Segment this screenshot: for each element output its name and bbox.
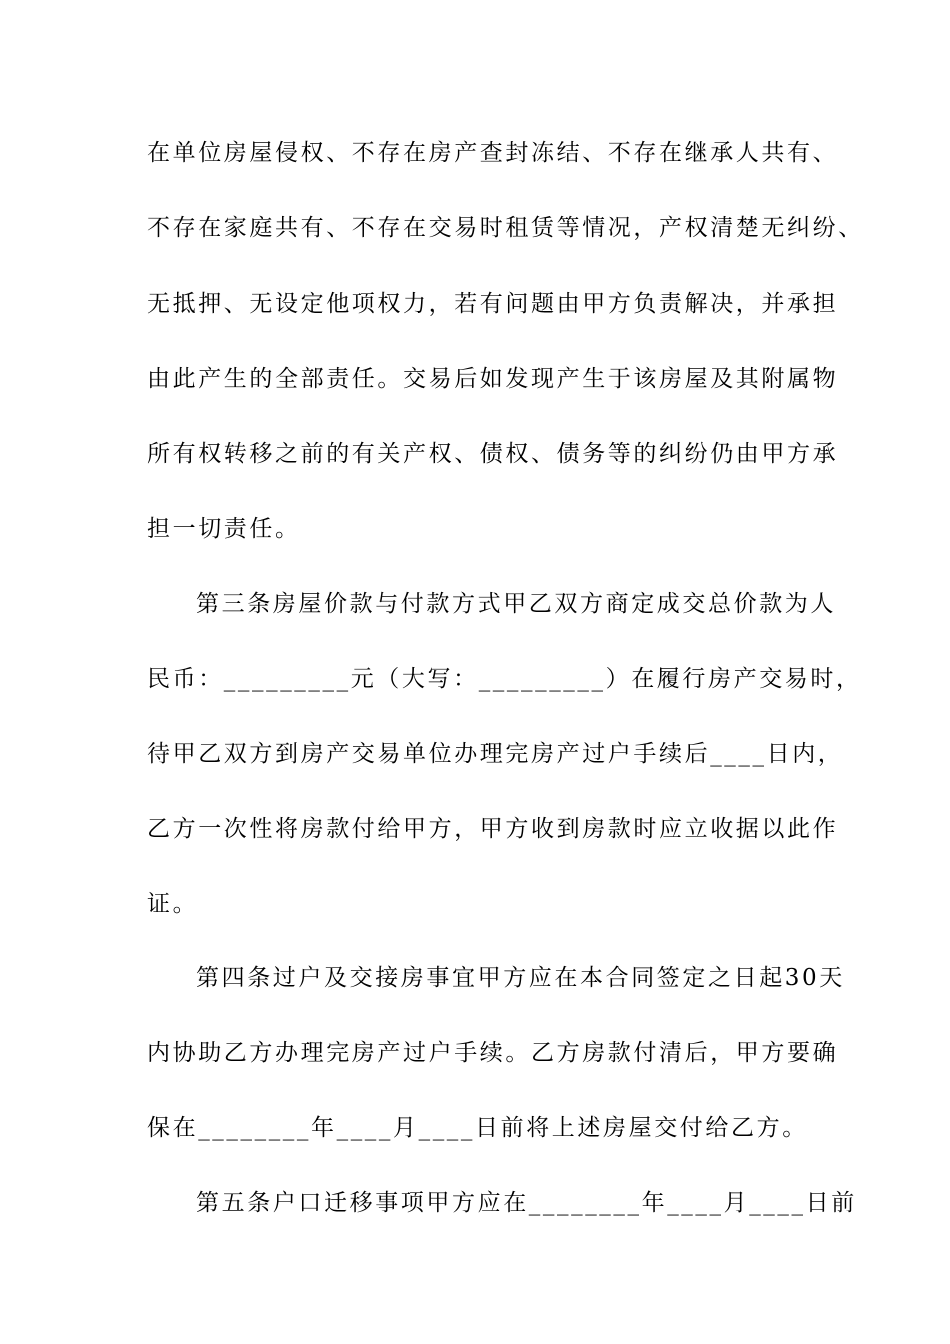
- paragraph-line: 由此产生的全部责任。交易后如发现产生于该房屋及其附属物: [147, 366, 839, 392]
- paragraph-line: 证。: [147, 891, 199, 917]
- paragraph-line: 保在________年____月____日前将上述房屋交付给乙方。: [147, 1115, 808, 1141]
- paragraph-line: 乙方一次性将房款付给甲方，甲方收到房款时应立收据以此作: [147, 816, 839, 842]
- paragraph-line: 不存在家庭共有、不存在交易时租赁等情况，产权清楚无纠纷、: [147, 215, 864, 241]
- paragraph-line: 待甲乙双方到房产交易单位办理完房产过户手续后____日内，: [147, 741, 844, 767]
- paragraph-line: 无抵押、无设定他项权力，若有问题由甲方负责解决，并承担: [147, 291, 839, 317]
- paragraph-line: 在单位房屋侵权、不存在房产查封冻结、不存在继承人共有、: [147, 140, 839, 166]
- article-5-heading-line: 第五条户口迁移事项甲方应在________年____月____日前: [196, 1190, 857, 1216]
- article-4-heading-line: 第四条过户及交接房事宜甲方应在本合同签定之日起30天: [196, 965, 845, 991]
- paragraph-line: 内协助乙方办理完房产过户手续。乙方房款付清后，甲方要确: [147, 1040, 839, 1066]
- paragraph-line: 担一切责任。: [147, 516, 301, 542]
- paragraph-line: 所有权转移之前的有关产权、债权、债务等的纠纷仍由甲方承: [147, 441, 839, 467]
- article-3-heading-line: 第三条房屋价款与付款方式甲乙双方商定成交总价款为人: [196, 591, 836, 617]
- paragraph-line: 民币：_________元（大写：_________）在履行房产交易时，: [147, 666, 862, 692]
